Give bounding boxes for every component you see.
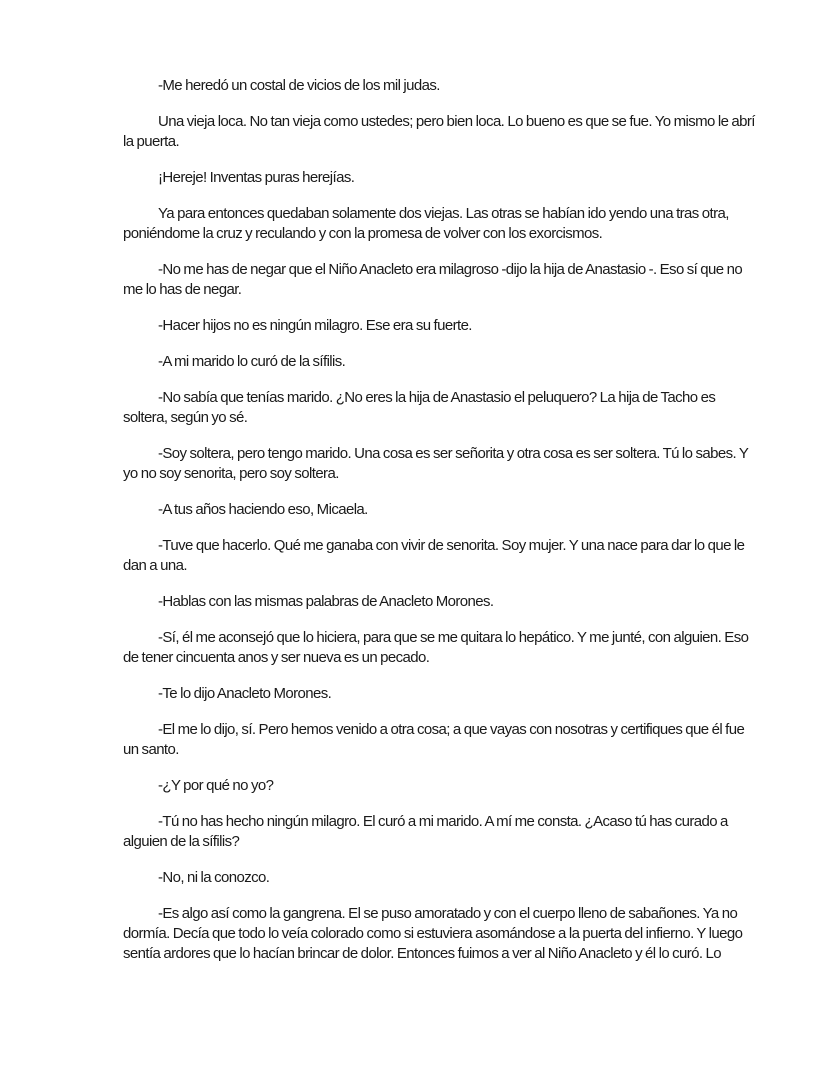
paragraph: -Hablas con las mismas palabras de Anacleto Morones.: [158, 593, 494, 610]
paragraph: -A tus años haciendo eso, Micaela.: [158, 501, 368, 518]
paragraph: -Sí, él me aconsejó que lo hiciera, para que se me quitara lo hepático. Y me junté, con alguien. Eso de tener cincuenta anos y ser nueva es un pecado.: [123, 629, 749, 666]
paragraph: -Soy soltera, pero tengo marido. Una cosa es ser señorita y otra cosa es ser soltera. Tú lo sabes. Y yo no soy senorita, pero soy soltera.: [123, 445, 749, 482]
paragraph: -No, ni la conozco.: [158, 869, 270, 886]
paragraph: ¡Hereje! Inventas puras herejías.: [158, 169, 355, 186]
document-page: [123, 76, 755, 980]
paragraph: Una vieja loca. No tan vieja como ustedes; pero bien loca. Lo bueno es que se fue. Yo mismo le abrí la puerta.: [123, 113, 755, 150]
paragraph: -A mi marido lo curó de la sífilis.: [158, 353, 346, 370]
paragraph: -No me has de negar que el Niño Anacleto era milagroso -dijo la hija de Anastasio -. Eso sí que no me lo has de negar.: [123, 261, 743, 298]
paragraph: -Te lo dijo Anacleto Morones.: [158, 685, 332, 702]
paragraph: -Tú no has hecho ningún milagro. El curó a mi marido. A mí me consta. ¿Acaso tú has curado a alguien de la sífilis?: [123, 813, 728, 850]
paragraph: -El me lo dijo, sí. Pero hemos venido a otra cosa; a que vayas con nosotras y certifiques que él fue un santo.: [123, 721, 745, 758]
paragraph: -Me heredó un costal de vicios de los mil judas.: [158, 77, 440, 94]
paragraph: -¿Y por qué no yo?: [158, 777, 274, 794]
paragraph: -Tuve que hacerlo. Qué me ganaba con vivir de senorita. Soy mujer. Y una nace para dar lo que le dan a una.: [123, 537, 745, 574]
paragraph: -Hacer hijos no es ningún milagro. Ese era su fuerte.: [158, 317, 472, 334]
paragraph: -Es algo así como la gangrena. El se puso amoratado y con el cuerpo lleno de sabañones. Ya no dormía. Decía que todo lo veía colorado como si estuviera asomándose a la puerta del infierno. Y luego sentía ardores que lo hacían brincar de dolor. Entonces fuimos a ver al Niño Anacleto y él lo curó. Lo: [123, 905, 743, 962]
paragraph: Ya para entonces quedaban solamente dos viejas. Las otras se habían ido yendo una tras otra, poniéndome la cruz y reculando y con la promesa de volver con los exorcismos.: [123, 205, 729, 242]
paragraph: -No sabía que tenías marido. ¿No eres la hija de Anastasio el peluquero? La hija de Tacho es soltera, según yo sé.: [123, 389, 716, 426]
